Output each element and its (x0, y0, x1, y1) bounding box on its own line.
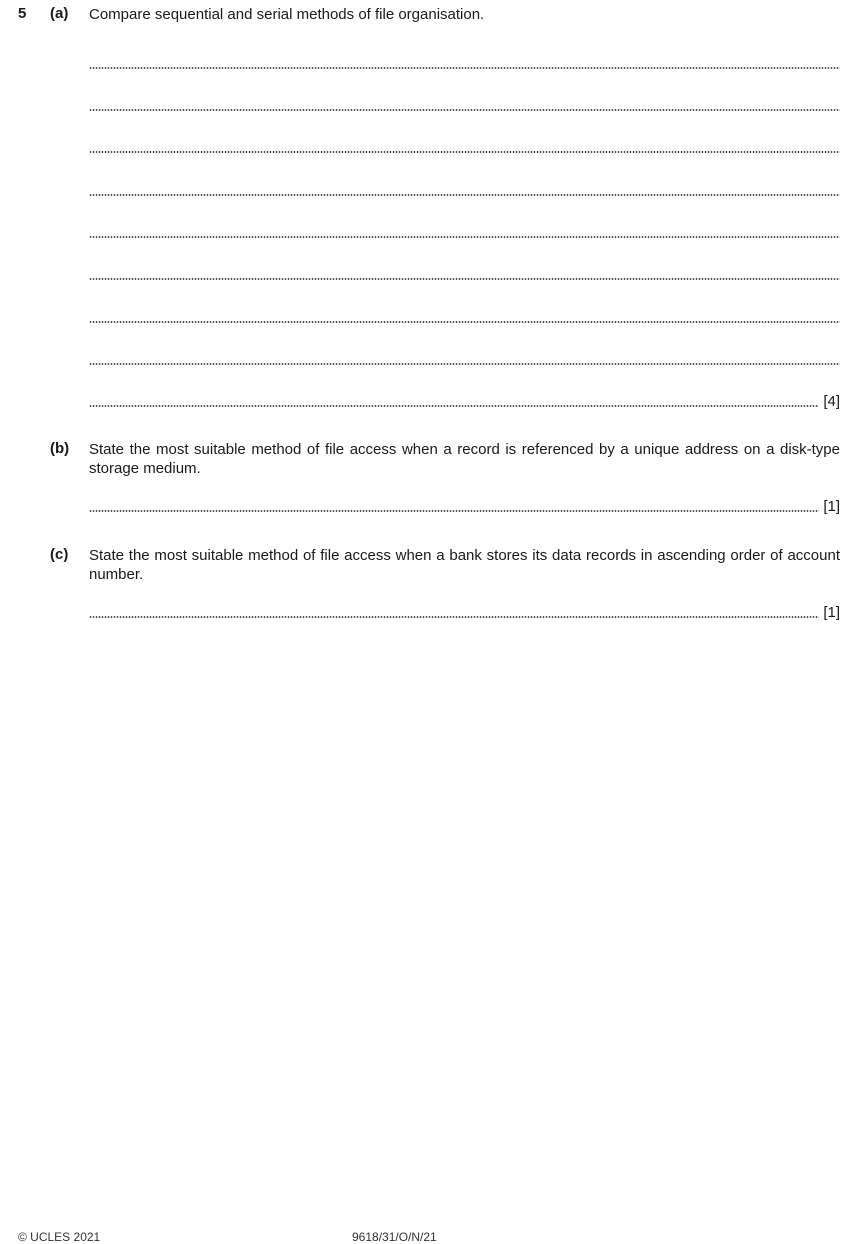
answer-line[interactable] (89, 98, 840, 114)
answer-line[interactable] (89, 140, 840, 156)
answer-line-final[interactable] (89, 605, 840, 621)
part-c-text: State the most suitable method of file access when a bank stores its data records in ascending order of account number. (89, 547, 840, 583)
part-b-text: State the most suitable method of file access when a record is referenced by a unique address on a disk-type storage medium. (89, 441, 840, 477)
part-a-label: (a) (50, 5, 69, 22)
answer-line[interactable] (89, 225, 840, 241)
footer-copyright: © UCLES 2021 (18, 1230, 101, 1244)
answer-line[interactable] (89, 352, 840, 368)
answer-line[interactable] (89, 310, 840, 326)
part-c-marks: [1] (823, 604, 840, 621)
answer-line-final[interactable] (89, 499, 840, 515)
answer-line[interactable] (89, 56, 840, 72)
footer-code: 9618/31/O/N/21 (352, 1230, 437, 1244)
question-number: 5 (18, 5, 27, 22)
part-b-label: (b) (50, 440, 70, 457)
part-a-text: Compare sequential and serial methods of file organisation. (89, 6, 485, 23)
answer-line-final[interactable] (89, 394, 840, 410)
part-b-marks: [1] (823, 498, 840, 515)
part-a-marks: [4] (823, 393, 840, 410)
part-c-label: (c) (50, 546, 69, 563)
answer-line[interactable] (89, 183, 840, 199)
answer-line[interactable] (89, 267, 840, 283)
